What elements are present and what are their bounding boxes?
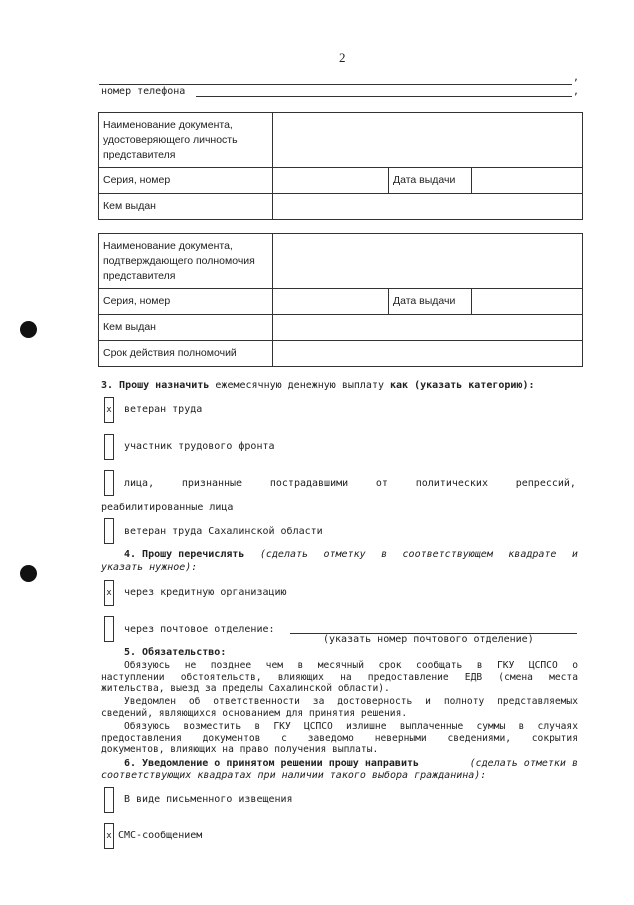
section3-heading (101, 380, 535, 391)
section6-heading-line2: соответствующих квадратах при наличии такого выбора гражданина): (101, 770, 487, 781)
post-office-hint: (указать номер почтового отделение) (323, 634, 534, 645)
checkbox-post-office[interactable] (104, 616, 114, 642)
text-line: Обязуюсь не позднее чем в месячный срок сообщать в ГКУ ЦСПСО о (124, 660, 578, 671)
word: признанные (181, 478, 243, 489)
text-line: Уведомлен об ответственности за достоверность и полноту представляемых (124, 696, 578, 707)
identity-doc-name-field[interactable] (273, 113, 583, 168)
checkbox-repression-victims[interactable] (104, 470, 114, 496)
option-labor-front: участник трудового фронта (124, 441, 275, 452)
section3-heading-bold1: 3. Прошу назначить (101, 380, 210, 391)
checkbox-labor-front[interactable] (104, 434, 114, 460)
check-mark: x (106, 588, 112, 598)
line-comma: , (573, 72, 580, 83)
section5-paragraph1 (101, 660, 578, 695)
text-line: Обязуюсь возместить в ГКУ ЦСПСО излишне выплаченные суммы в случаях (124, 721, 578, 732)
option-repression-victims-line1 (124, 478, 576, 489)
word: (сделать (259, 549, 309, 560)
checkbox-credit-org[interactable] (104, 580, 114, 606)
word: от (375, 478, 388, 489)
option-veteran-labor-sakhalin: ветеран труда Сахалинской области (124, 526, 323, 537)
section6-heading-italic: (сделать отметки в (469, 758, 578, 769)
checkbox-written-notice[interactable] (104, 787, 114, 813)
punch-hole-lower (20, 565, 37, 582)
option-sms: СМС-сообщением (118, 830, 203, 841)
word: пострадавшими (269, 478, 349, 489)
option-written-notice: В виде письменного извещения (124, 794, 293, 805)
phone-comma: , (573, 86, 580, 97)
section4-heading-bold: 4. Прошу перечислять (124, 549, 245, 560)
authority-series-label: Серия, номер (99, 289, 273, 315)
authority-doc-name-field[interactable] (273, 234, 583, 289)
authority-validity-field[interactable] (273, 341, 583, 367)
authority-doc-name-label: Наименование документа, подтверждающего полномочия представителя (99, 234, 273, 289)
authority-issue-date-label: Дата выдачи (389, 289, 472, 315)
authority-issued-by-field[interactable] (273, 315, 583, 341)
authority-validity-label: Срок действия полномочий (99, 341, 273, 367)
checkbox-veteran-labor-sakhalin[interactable] (104, 518, 114, 544)
word: лица, (124, 478, 155, 489)
section6-heading-line1 (124, 758, 578, 769)
page-number: 2 (339, 50, 346, 65)
section5-paragraph2 (101, 696, 578, 719)
word: в (381, 549, 388, 560)
authority-issue-date-field[interactable] (472, 289, 583, 315)
section3-heading-normal: ежемесячную денежную выплату (215, 380, 384, 391)
phone-label: номер телефона (101, 86, 186, 97)
option-post-office: через почтовое отделение: (124, 624, 275, 635)
word: репрессий, (515, 478, 576, 489)
section4-heading-line1 (124, 549, 578, 560)
option-veteran-labor: ветеран труда (124, 404, 203, 415)
identity-issue-date-label: Дата выдачи (389, 168, 472, 194)
checkbox-sms[interactable] (104, 823, 114, 849)
authority-doc-table (98, 233, 583, 367)
identity-issued-by-field[interactable] (273, 194, 583, 220)
text-line: документов, влияющих на право получения выплаты. (101, 744, 379, 756)
section4-heading-line2: указать нужное): (101, 562, 198, 573)
section5-paragraph3 (101, 721, 578, 756)
text-line: наступлении обстоятельств, влияющих на предоставление ЕДВ (смена места (101, 671, 578, 683)
text-line: предоставления документов с заведомо неверными сведениями, сокрытия (101, 732, 578, 744)
checkbox-veteran-labor[interactable] (104, 397, 114, 423)
blank-line-top[interactable] (99, 84, 572, 85)
section3-heading-bold2: как (указать категорию): (390, 380, 535, 391)
text-line: сведений, являющихся основанием для принятия решения. (101, 707, 408, 719)
identity-issue-date-field[interactable] (472, 168, 583, 194)
authority-series-field[interactable] (273, 289, 389, 315)
option-repression-victims-line2: реабилитированные лица (101, 502, 234, 513)
identity-series-label: Серия, номер (99, 168, 273, 194)
identity-doc-name-label: Наименование документа, удостоверяющего личность представителя (99, 113, 273, 168)
phone-field[interactable] (196, 96, 572, 97)
option-credit-org: через кредитную организацию (124, 587, 287, 598)
check-mark: x (106, 405, 112, 415)
section5-heading: 5. Обязательство: (124, 647, 227, 658)
identity-series-field[interactable] (273, 168, 389, 194)
word: квадрате (508, 549, 557, 560)
word: и (571, 549, 578, 560)
word: политических (415, 478, 488, 489)
word: соответствующем (402, 549, 493, 560)
word: отметку (323, 549, 366, 560)
section6-heading-bold: 6. Уведомление о принятом решении прошу направить (124, 758, 420, 769)
punch-hole-upper (20, 321, 37, 338)
identity-issued-by-label: Кем выдан (99, 194, 273, 220)
authority-issued-by-label: Кем выдан (99, 315, 273, 341)
text-line: жительства, выезд за пределы Сахалинской области). (101, 683, 390, 695)
check-mark: x (106, 831, 112, 841)
identity-doc-table (98, 112, 583, 220)
